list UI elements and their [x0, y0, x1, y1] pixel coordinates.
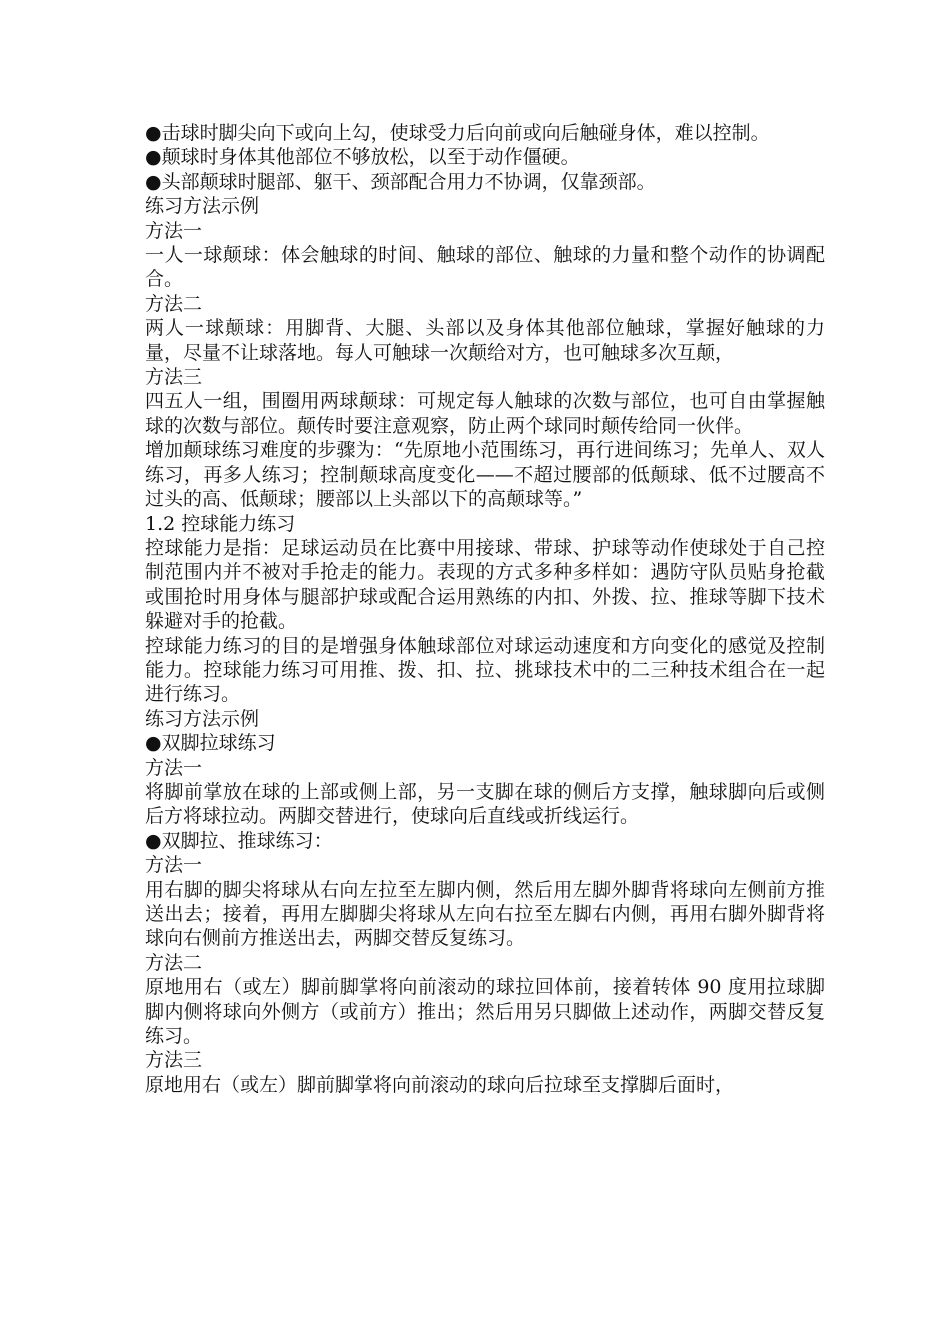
section-heading-ball-control: 1.2 控球能力练习	[145, 512, 296, 535]
document-page	[145, 121, 825, 1097]
method-description: 两人一球颠球：用脚背、大腿、头部以及身体其他部位触球，掌握好触球的力量，尽量不让球落地。每人可触球一次颠给对方，也可触球多次互颠，	[145, 317, 825, 364]
method-description: 原地用右（或左）脚前脚掌将向前滚动的球拉回体前，接着转体 90 度用拉球脚脚内侧将球向外侧方（或前方）推出；然后用另只脚做上述动作，两脚交替反复练习。	[145, 976, 825, 1048]
method-description: 四五人一组，围圈用两球颠球：可规定每人触球的次数与部位，也可自由掌握触球的次数与部位。颠传时要注意观察，防止两个球同时颠传给同一伙伴。	[145, 390, 825, 437]
section-heading-practice-examples: 练习方法示例	[145, 195, 260, 218]
method-description: 一人一球颠球：体会触球的时间、触球的部位、触球的力量和整个动作的协调配合。	[145, 244, 825, 291]
bullet-mistake-header-coordination: ●头部颠球时腿部、躯干、颈部配合用力不协调，仅靠颈部。	[145, 170, 656, 193]
bullet-mistake-stiff-body: ●颠球时身体其他部位不够放松，以至于动作僵硬。	[145, 146, 580, 169]
method-heading: 方法一	[145, 854, 203, 877]
method-heading: 方法三	[145, 366, 203, 389]
method-description: 将脚前掌放在球的上部或侧上部，另一支脚在球的侧后方支撑，触球脚向后或侧后方将球拉动。两脚交替进行，使球向后直线或折线运行。	[145, 780, 825, 828]
method-heading: 方法三	[145, 1049, 203, 1072]
method-heading: 方法二	[145, 292, 203, 315]
bullet-drill-double-foot-pull: ●双脚拉球练习	[145, 732, 276, 755]
section-heading-practice-examples: 练习方法示例	[145, 707, 260, 730]
ball-control-purpose: 控球能力练习的目的是增强身体触球部位对球运动速度和方向变化的感觉及控制能力。控球能力练习可用推、拨、扣、拉、挑球技术中的二三种技术组合在一起进行练习。	[145, 634, 825, 706]
difficulty-steps-paragraph: 增加颠球练习难度的步骤为：“先原地小范围练习，再行进间练习；先单人、双人练习，再多人练习；控制颠球高度变化——不超过腰部的低颠球、低不过腰高不过头的高、低颠球；腰部以上头部以下的高颠球等。”	[145, 439, 825, 511]
method-heading: 方法二	[145, 951, 203, 974]
bullet-mistake-toe-angle: ●击球时脚尖向下或向上勾，使球受力后向前或向后触碰身体，难以控制。	[145, 122, 770, 144]
method-description: 用右脚的脚尖将球从右向左拉至左脚内侧，然后用左脚外脚背将球向左侧前方推送出去；接着，再用左脚脚尖将球从左向右拉至左脚右内侧，再用右脚外脚背将球向右侧前方推送出去，两脚交替反复练习。	[145, 878, 825, 950]
bullet-drill-pull-push: ●双脚拉、推球练习：	[145, 829, 333, 852]
ball-control-definition: 控球能力是指：足球运动员在比赛中用接球、带球、护球等动作使球处于自己控制范围内并不被对手抢走的能力。表现的方式多种多样如：遇防守队员贴身抢截或围抢时用身体与腿部护球或配合运用熟练的内扣、外拨、拉、推球等脚下技术躲避对手的抢截。	[145, 536, 825, 633]
method-description: 原地用右（或左）脚前脚掌将向前滚动的球向后拉球至支撑脚后面时，	[145, 1073, 735, 1096]
method-heading: 方法一	[145, 756, 203, 779]
method-heading: 方法一	[145, 219, 203, 242]
